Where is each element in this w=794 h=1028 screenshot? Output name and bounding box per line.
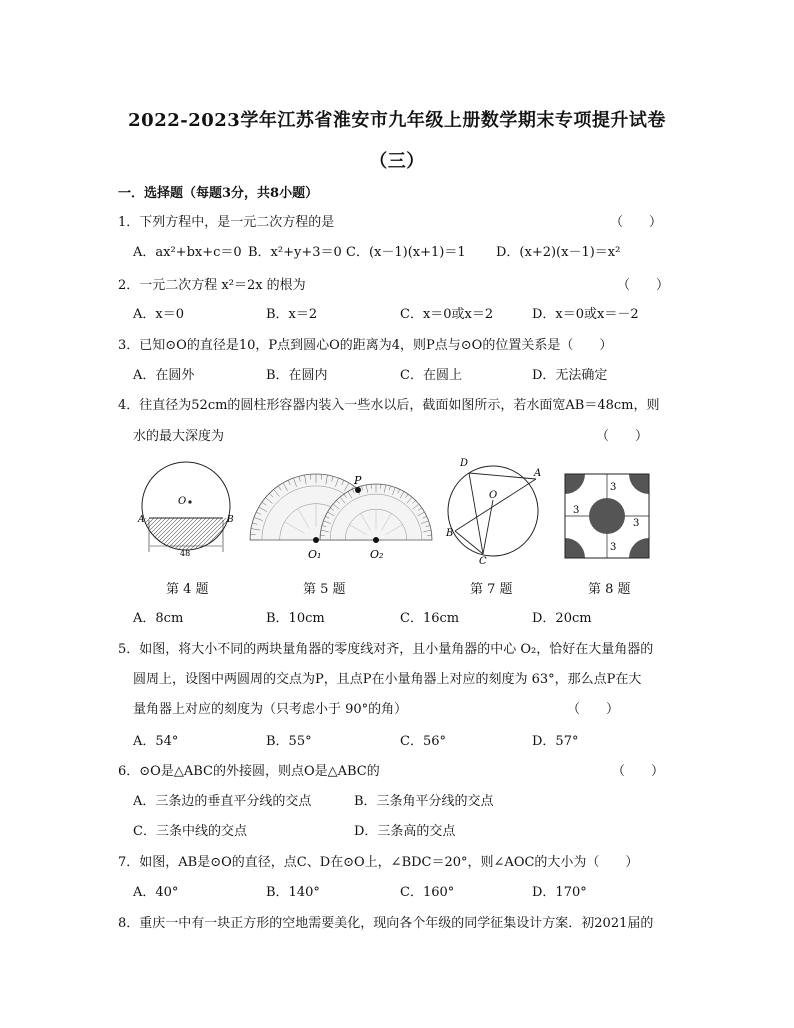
q5-stem-line3: 量角器上对应的刻度为（只考虑小于 90°的角） [133, 702, 408, 717]
q7-stem: 7．如图，AB是⊙O的直径，点C、D在⊙O上，∠BDC＝20°，则∠AOC的大小为（ ） [118, 855, 639, 870]
q2-option-a: A．x＝0 [133, 307, 184, 322]
q6-answer-paren: （ ） [612, 764, 665, 779]
exam-title: 2022-2023学年江苏省淮安市九年级上册数学期末专项提升试卷 [128, 110, 666, 131]
q3-option-c: C．在圆上 [400, 368, 462, 383]
q4-option-d: D．20cm [532, 611, 592, 626]
f8-label-left: 3 [573, 505, 580, 516]
figure-5-protractors [243, 470, 438, 562]
f5-label-o1: O₁ [308, 548, 322, 561]
q5-option-a: A．54° [133, 734, 179, 749]
figure-4-circle-water [130, 458, 245, 570]
q6-option-b: B．三条角平分线的交点 [354, 794, 494, 809]
figure-7-circle [443, 456, 548, 566]
q5-answer-paren: （ ） [567, 702, 620, 717]
f4-label-b: B [227, 515, 234, 525]
q5-stem-line1: 5．如图，将大小不同的两块量角器的零度线对齐，且小量角器的中心 O₂，恰好在大量角器的 [118, 642, 654, 657]
q1-stem: 1．下列方程中，是一元二次方程的是 [118, 215, 335, 230]
q4-option-a: A．8cm [133, 611, 184, 626]
q2-answer-paren: （ ） [617, 278, 670, 293]
q7-option-b: B．140° [266, 885, 320, 900]
exam-subtitle: （三） [369, 151, 425, 172]
q1-option-a: A．ax²+bx+c＝0 [133, 245, 242, 260]
q1-answer-paren: （ ） [610, 215, 663, 230]
q1-option-b: B．x²+y+3＝0 [248, 245, 342, 260]
q2-stem: 2．一元二次方程 x²＝2x 的根为 [118, 278, 306, 293]
q4-stem-line2: 水的最大深度为 [133, 429, 225, 444]
q7-option-c: C．160° [400, 885, 455, 900]
caption-figure-5: 第 5 题 [303, 582, 346, 597]
f4-label-a: A [138, 515, 145, 525]
q6-stem: 6．⊙O是△ABC的外接圆，则点O是△ABC的 [118, 764, 380, 779]
f8-label-bottom: 3 [610, 542, 617, 553]
f7-label-d: D [460, 458, 469, 469]
q3-option-b: B．在圆内 [266, 368, 328, 383]
section-heading: 一．选择题（每题3分，共8小题） [118, 186, 319, 201]
caption-figure-7: 第 7 题 [470, 582, 513, 597]
f4-label-width: 48 [180, 549, 191, 558]
q2-option-b: B．x＝2 [266, 307, 318, 322]
figure-8-square [561, 470, 653, 562]
f7-label-b: B [446, 528, 454, 539]
q7-option-d: D．170° [532, 885, 587, 900]
f7-label-o: O [489, 490, 498, 501]
q5-option-b: B．55° [266, 734, 312, 749]
q3-option-a: A．在圆外 [133, 368, 195, 383]
q5-option-d: D．57° [532, 734, 579, 749]
f8-label-right: 3 [633, 518, 640, 529]
q1-option-d: D．(x+2)(x－1)＝x² [496, 245, 621, 260]
f7-label-a: A [534, 468, 542, 479]
q5-stem-line2: 圆周上，设图中两圆周的交点为P，且点P在小量角器上对应的刻度为 63°，那么点P在大 [133, 672, 642, 687]
q4-answer-paren: （ ） [596, 429, 649, 444]
q4-option-c: C．16cm [400, 611, 460, 626]
q4-stem-line1: 4．往直径为52cm的圆柱形容器内装入一些水以后，截面如图所示，若水面宽AB＝48cm，则 [118, 398, 660, 413]
q5-option-c: C．56° [400, 734, 446, 749]
q2-option-d: D．x＝0或x＝－2 [532, 307, 639, 322]
q1-option-c: C．(x－1)(x+1)＝1 [346, 245, 466, 260]
f8-label-top: 3 [610, 482, 617, 493]
q2-option-c: C．x＝0或x＝2 [400, 307, 494, 322]
f5-label-p: P [354, 474, 362, 487]
q7-option-a: A．40° [133, 885, 179, 900]
f7-label-c: C [479, 556, 487, 566]
f5-label-o2: O₂ [370, 548, 384, 561]
caption-figure-8: 第 8 题 [588, 582, 631, 597]
q6-option-d: D．三条高的交点 [354, 824, 456, 839]
q3-stem: 3．已知⊙O的直径是10，P点到圆心O的距离为4，则P点与⊙O的位置关系是（ ） [118, 338, 613, 353]
q8-stem: 8．重庆一中有一块正方形的空地需要美化，现向各个年级的同学征集设计方案．初2021届的 [118, 916, 654, 931]
q6-option-c: C．三条中线的交点 [133, 824, 247, 839]
q4-option-b: B．10cm [266, 611, 325, 626]
caption-figure-4: 第 4 题 [166, 582, 209, 597]
q3-option-d: D．无法确定 [532, 368, 608, 383]
q6-option-a: A．三条边的垂直平分线的交点 [133, 794, 312, 809]
f4-label-o: O [178, 496, 187, 507]
